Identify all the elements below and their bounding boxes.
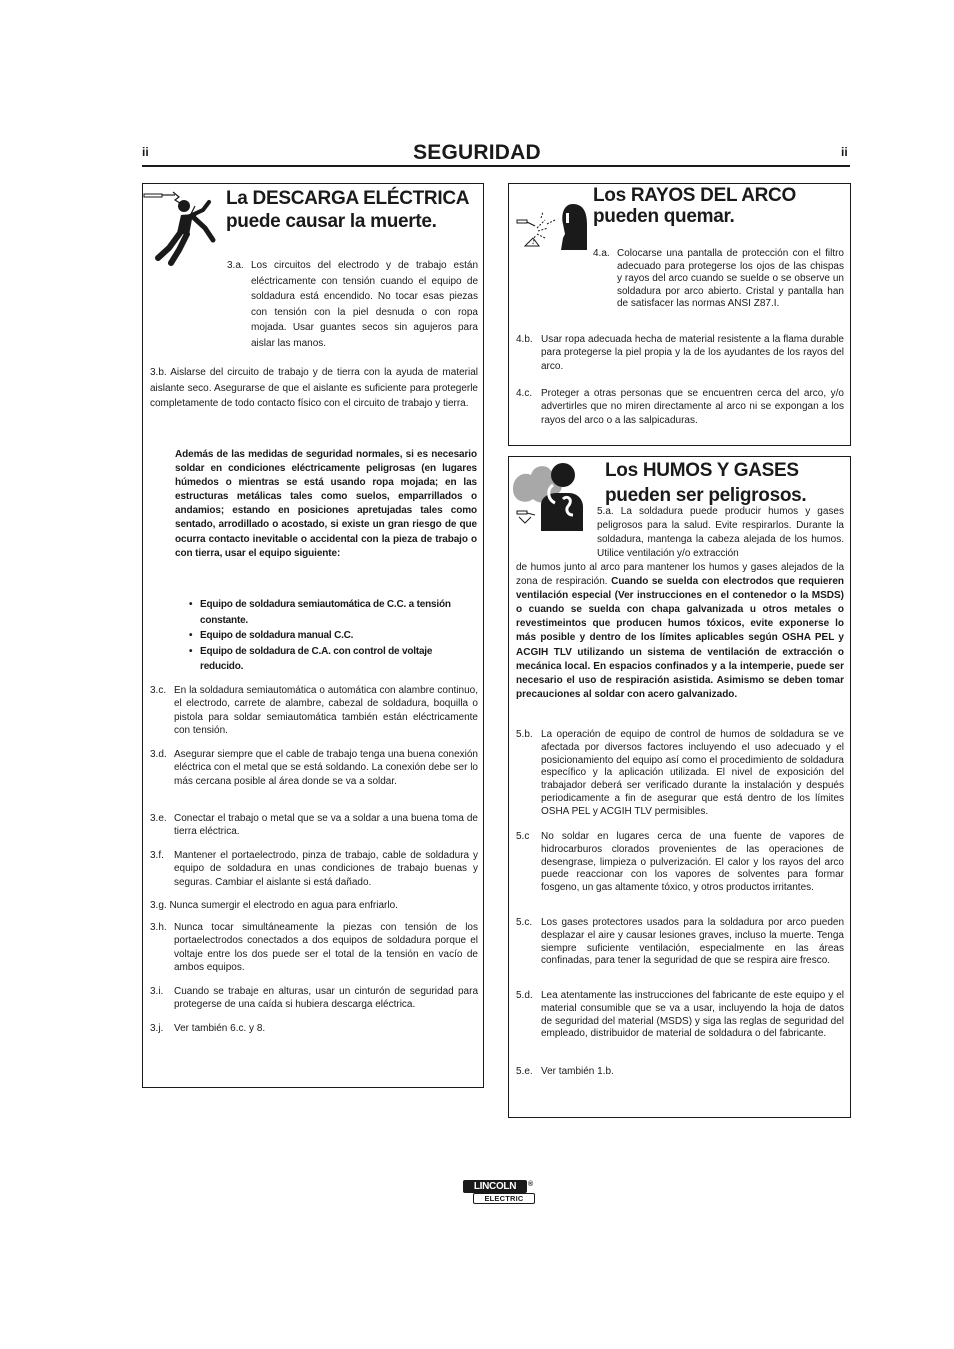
list-item: • Equipo de soldadura manual C.C. (189, 628, 477, 644)
list-item: • Equipo de soldadura de C.A. con control de voltaje reducido. (189, 644, 477, 675)
item-3i: 3.i. Cuando se trabaje en alturas, usar un cinturón de seguridad para protegerse de una caída si hubiera descarga eléctrica. (150, 986, 478, 1011)
logo-registered-mark: ® (528, 1181, 534, 1188)
item-5c-gases: 5.c. Los gases protectores usados para la soldadura por arco pueden desplazar el aire y causar lesiones graves, incluso la muerte. Tenga siempre suficiente ventilación, especialmente en las áreas confinadas, para tener la seguridad de que se respira aire fresco. (516, 917, 844, 967)
arc-rays-welder-icon (513, 198, 591, 254)
item-4c: 4.c. Proteger a otras personas que se encuentren cerca del arco, y/o advertirles que no miren directamente al arco ni se expongan a los rayos del arco o a las salpicaduras. (516, 388, 844, 426)
electric-shock-icon (143, 188, 223, 268)
item-3j: 3.j. Ver también 6.c. y 8. (150, 1023, 266, 1034)
item-5e: 5.e. Ver también 1.b. (516, 1066, 614, 1077)
item-3h: 3.h. Nunca tocar simultáneamente la piezas con tensión de los portaelectrodos conectados a dos equipos de soldadura porque el voltaje entre los dos puede ser el total de la tensión en vacío de ambos equipos. (150, 922, 478, 973)
fumes-gases-icon (511, 459, 595, 531)
item-5b: 5.b. La operación de equipo de control de humos de soldadura se ve afectada por diversos factores incluyendo el uso adecuado y el posicionamiento del equipo así como el procedimiento de soldadura específico y la aplicación utilizada. El nivel de exposición del trabajador deberá ser verificado durante la instalación y después periodicamente a fin de asegurar que está dentro de los límites OSHA PEL y ACGIH TLV permisibles. (516, 729, 844, 817)
page-number-left: ii (142, 145, 149, 159)
item-3f: 3.f. Mantener el portaelectrodo, pinza de trabajo, cable de soldadura y equipo de soldadura en unas condiciones de trabajo buenas y seguras. Cambiar el aislante si está dañado. (150, 850, 478, 888)
fumes-heading-line2: pueden ser peligrosos. (605, 485, 807, 506)
lincoln-electric-logo (463, 1180, 539, 1208)
fumes-gases-section (508, 456, 851, 1118)
item-3d: 3.d. Asegurar siempre que el cable de trabajo tenga una buena conexión eléctrica con el metal que se está soldando. La conexión debe ser lo más cercana posible al área donde se va a soldar. (150, 749, 478, 787)
arc-heading-line1: Los RAYOS DEL ARCO (593, 185, 796, 206)
fumes-heading-line1: Los HUMOS Y GASES (605, 460, 799, 481)
list-item: • Equipo de soldadura semiautomática de C.C. a tensión constante. (189, 597, 477, 628)
item-5a-intro: 5.a. La soldadura puede producir humos y gases peligrosos para la salud. Evite respirarlos. Durante la soldadura, mantenga la cabeza alejada de los humos. Utilice ventilación y/o extracción (597, 506, 844, 559)
electric-shock-section (142, 183, 484, 1088)
item-5a-body: de humos junto al arco para mantener los humos y gases alejados de la zona de respiración. Cuando se suelda con electrodos que requieren ventilación especial (Ver instrucciones en el contenedor o la MSDS) o cuando se suelda con chapa galvanizada u otros metales o revestimeintos que producen humos tóxicos, evite exponerse lo más posible y dentro de los límites aplicables según OSHA PEL y ACGIH TLV utilizando un sistema de ventilación de extracción o mecánica local. En espacios confinados y a la intemperie, puede ser necesario el uso de respiración asistida. Asimismo se deben tomar precauciones al soldar con acero galvanizado. (516, 562, 844, 700)
logo-top: LINCOLN (463, 1180, 527, 1193)
page-number-right: ii (841, 145, 848, 159)
item-4b: 4.b. Usar ropa adecuada hecha de material resistente a la flama durable para protegerse la piel propia y la de los ayudantes de los rayos del arco. (516, 334, 844, 372)
arc-heading-line2: pueden quemar. (593, 206, 735, 227)
electric-heading-line2: puede causar la muerte. (226, 211, 437, 232)
electric-heading-line1: La DESCARGA ELÉCTRICA (226, 188, 470, 209)
equipment-list (189, 597, 477, 675)
item-3c: 3.c. En la soldadura semiautomática o automática con alambre continuo, el electrodo, carrete de alambre, cabezal de soldadura, boquilla o pistola para soldar semiautomática también están eléctricamente con tensión. (150, 685, 478, 736)
arc-rays-section (508, 183, 851, 446)
logo-bottom: ELECTRIC (473, 1193, 535, 1204)
item-3b: 3.b. Aislarse del circuito de trabajo y de tierra con la ayuda de material aislante seco. Asegurarse de que el aislante es suficiente para protegerle completamente de todo contacto físico con el circuito de trabajo y tierra. (150, 367, 478, 410)
item-4a: 4.a. Colocarse una pantalla de protección con el filtro adecuado para protegerse los ojos de las chispas y rayos del arco cuando se suelde o se observe un soldadura por arco abierto. Cristal y pantalla han de satisfacer las normas ANSI Z87.I. (593, 248, 844, 310)
item-5d: 5.d. Lea atentamente las instrucciones del fabricante de este equipo y el material consumible que se va a usar, incluyendo la hoja de datos de seguridad del material (MSDS) y siga las reglas de seguridad del empleado, distribuidor de material de soldadura o del fabricante. (516, 990, 844, 1040)
item-3a: 3.a. Los circuitos del electrodo y de trabajo están eléctricamente con tensión cuando el equipo de soldadura está encendido. No tocar esas piezas con tensión con la piel desnuda o con ropa mojada. Usar guantes secos sin agujeros para aislar las manos. (227, 260, 478, 349)
item-3g: 3.g. Nunca sumergir el electrodo en agua para enfriarlo. (150, 900, 398, 911)
page-title: SEGURIDAD (413, 141, 541, 164)
item-5c: 5.c No soldar en lugares cerca de una fuente de vapores de hidrocarburos clorados provenientes de las operaciones de desengrase, limpieza o pulverización. El calor y los rayos del arco puede reaccionar con los vapores de solventes para formar fosgeno, un gas altamente tóxico, y otros productos irritantes. (516, 831, 844, 894)
wet-conditions-warning: Además de las medidas de seguridad normales, si es necesario soldar en condiciones eléctricamente peligrosas (en lugares húmedos o mientras se está usando ropa mojada; en las estructuras metálicas tales como suelos, emparrillados o andamios; estando en posiciones apretujadas tales como sentado, arrodillado o acostado, si existe un gran riesgo de que ocurra contacto inevitable o accidental con la pieza de trabajo o con tierra, usar el equipo siguiente: (175, 449, 477, 559)
title-divider (142, 165, 850, 167)
item-3e: 3.e. Conectar el trabajo o metal que se va a soldar a una buena toma de tierra eléctrica. (150, 813, 478, 838)
